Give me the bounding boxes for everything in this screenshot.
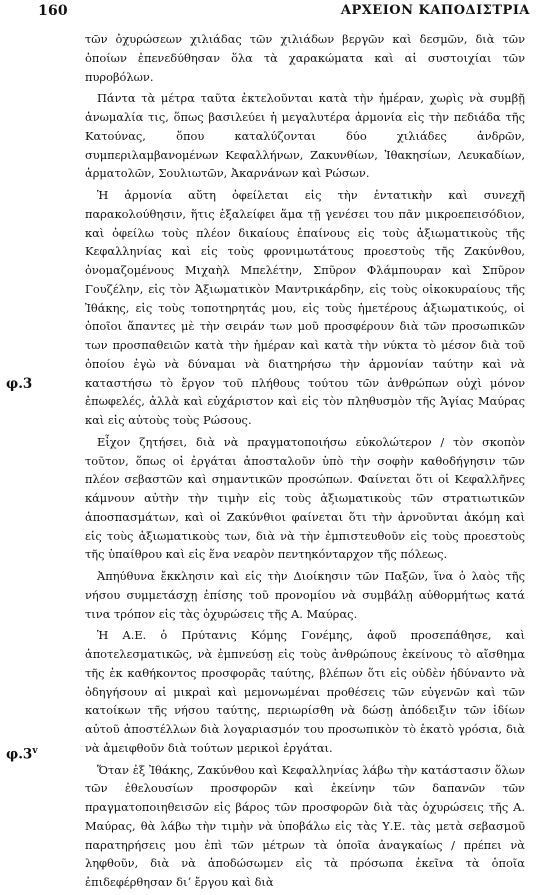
paragraph: Εἶχον ζητήσει, διὰ νὰ πραγματοποιήσω εὐκολώτερον / τὸν σκοπὸν τοῦτον, ὅπως οἱ ἐργάται ἀποσταλοῦν ὑπὸ τὴν σοφὴν καθοδήγησιν τῶν πλέον σεβαστῶν καὶ σημαντικῶν προσώπων. Φαίνεται ὅτι οἱ Κεφαλλῆνες κάμνουν αὐτὴν τὴν τιμὴν εἰς τοὺς ἀξιωματικοὺς τῶν στρατιωτικῶν ἀποσπασμάτων, καὶ οἱ Ζακύνθιοι φαίνεται ὅτι τὴν ἀρνοῦνται ἀκόμη καὶ εἰς τοὺς ἀξιωματικοὺς των, διὰ νὰ τὴν ἐμπιστευθοῦν εἰς τοὺς προεστοὺς τῆς ὑπαίθρου καὶ εἰς ἕνα νεαρὸν πεντηκόνταρχον τῆς πόλεως. xyxy=(85,434,525,562)
folio-marker-label: φ.3 xyxy=(6,746,33,763)
paragraph: Ἀπηύθυνα ἔκκλησιν καὶ εἰς τὴν Διοίκησιν τῶν Παξῶν, ἵνα ὁ λαὸς τῆς νήσου συμμετάσχῃ ἐπίσης τοῦ προνομίου νὰ συμβάλῃ αὐθορμήτως κατά τινα τρόπον εἰς τὰς ὀχυρώσεις τῆς Α. Μαύρας. xyxy=(85,569,525,621)
folio-marker-label: φ.3 xyxy=(6,376,33,392)
running-head: ΑΡΧΕΙΟΝ ΚΑΠΟΔΙΣΤΡΙΑ xyxy=(340,3,530,18)
folio-marker-1 xyxy=(6,376,32,392)
paragraph: Ὅταν ἐξ Ἰθάκης, Ζακύνθου καὶ Κεφαλληνίας λάβω τὴν κατάστασιν ὅλων τῶν ἐθελουσίων προσφορῶν καὶ ἐκείνην τῶν δαπανῶν τῶν πραγματοποιηθεισῶν εἰς βάρος τῶν προσφορῶν διὰ τὰς ὀχυρώσεις τῆς Α. Μαύρας, θὰ λάβω τὴν τιμὴν νὰ ὑποβάλω εἰς τὰς Υ.Ε. τὰς μετὰ σεβασμοῦ παρατηρήσεις μου ἐπὶ τῶν μέτρων τὰ ὁποῖα ἀναγκαίως / πρέπει νὰ ληφθοῦν, διὰ νὰ ἀποδώσωμεν εἰς τὰ πρόσωπα ἐκεῖνα τὰ ὁποῖα ἐπιδεφέρθησαν διʼ ἔργου καὶ διὰ xyxy=(85,762,525,889)
paragraph: Ἡ ἁρμονία αὕτη ὀφείλεται εἰς τὴν ἐντατικὴν καὶ συνεχῆ παρακολούθησιν, ἥτις ἐξαλείφει ἅμα τῇ γενέσει του πᾶν μικροεπεισόδιον, καὶ ὀφείλω τοὺς πλέον δικαίους ἐπαίνους εἰς τοὺς ἀξιωματικοὺς τῆς Κεφαλληνίας καὶ εἰς τοὺς φρονιμωτάτους προεστοὺς τῆς Ζακύνθου, ὀνομαζομένους Μιχαὴλ Μπελέτην, Σπῦρον Φλάμπουραν καὶ Σπῦρον Γουζέλην, εἰς τὸν Ἀξιωματικὸν Μαντρικάρδην, εἰς τοὺς οἰκοκυραίους τῆς Ἰθάκης, εἰς τοὺς τοποτηρητάς μου, εἰς τοὺς ἡμετέρους ἀξιωματικούς, οἱ ὁποῖοι ἅπαντες μὲ τὴν σειράν των μοῦ προσφέρουν διὰ τῶν προσωπικῶν των προσπαθειῶν κατὰ τὴν ἡμέραν καὶ κατὰ τὴν νύκτα τὸ μέσον διὰ τοῦ ὁποίου ἐγὼ νὰ δύναμαι νὰ διατηρήσω τὴν ἁρμονίαν ταύτην καὶ νὰ καταστήσω τὸ ἔργον τοῦ πλήθους τούτου τῶν ἀνθρώπων οὐχὶ μόνον ἐπωφελές, ἀλλὰ καὶ εὐχάριστον καὶ εἰς τὸν πληθυσμὸν τῆς Ἁγίας Μαύρας καὶ εἰς αὐτοὺς τοὺς Ρώσους. xyxy=(85,188,525,427)
body-text xyxy=(85,30,525,895)
folio-marker-verso: v xyxy=(32,746,38,756)
folio-marker-2 xyxy=(6,746,38,763)
paragraph: Πάντα τὰ μέτρα ταῦτα ἐκτελοῦνται κατὰ τὴν ἡμέραν, χωρὶς νὰ συμβῇ ἀνωμαλία τις, ὅπως βασιλεύει ἡ μεγαλυτέρα ἁρμονία εἰς τὴν πεδιάδα τῆς Κατούνας, ὅπου καταλύζονται δύο χιλιάδες ἀνδρῶν, συμπεριλαμβανομένων Κεφαλλήνων, Ζακυνθίων, Ἰθακησίων, Λευκαδίων, ἁρματολῶν, Σουλιωτῶν, Ἀκαρνάνων καὶ Ρώσων. xyxy=(85,91,525,181)
page-number: 160 xyxy=(38,3,68,19)
paragraph: Ἡ Α.Ε. ὁ Πρύτανις Κόμης Γονέμης, ἀφοῦ προσεπάθησε, καὶ ἀποτελεσματικῶς, νὰ ἐμπνεύσῃ εἰς τοὺς ἀνθρώπους ἐκείνους τὸ αἴσθημα τῆς ἐκ καθήκοντος προσφορᾶς ταύτης, βλέπων ὅτι εἰς οὐδὲν ἠδύναντο νὰ ὁδηγήσουν αἱ μικραὶ καὶ μεμονωμέναι προθέσεις τῶν εὐγενῶν καὶ τῶν κατοίκων τῆς νήσου ταύτης, περιωρίσθη νὰ δώσῃ ἀπόδειξιν τῶν ἰδίων αὐτοῦ ἀποστέλλων διὰ λογαριασμόν του προσωπικὸν τὸ ἑκατὸ γρόσια, διὰ νὰ ἀμειφθοῦν διὰ τούτων μερικοὶ ἐργάται. xyxy=(85,628,525,755)
paragraph: τῶν ὀχυρώσεων χιλιάδας τῶν χιλιάδων βεργῶν καὶ δεσμῶν, διὰ τῶν ὁποίων ἐπενεδύθησαν ὅλα τὰ χαρακώματα καὶ αἱ συστοιχίαι τῶν πυροβόλων. xyxy=(85,32,525,84)
